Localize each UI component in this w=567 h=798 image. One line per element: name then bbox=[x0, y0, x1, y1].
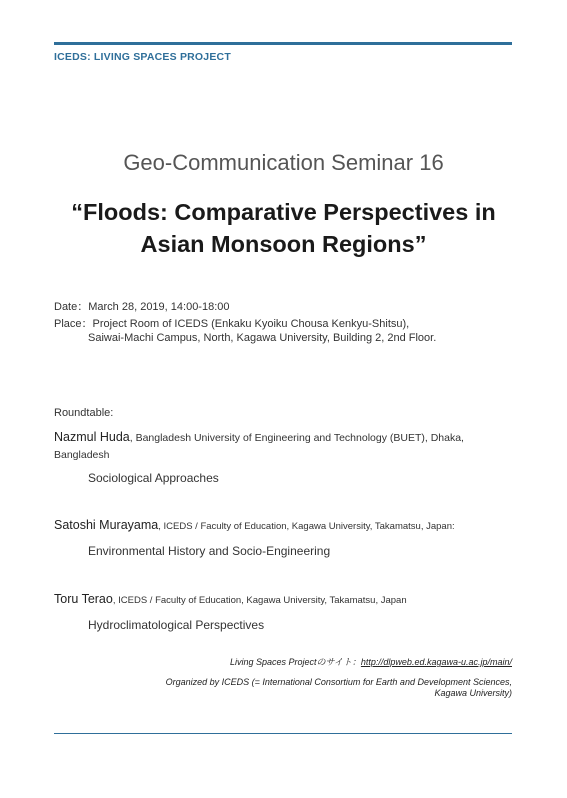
speaker-topic: Environmental History and Socio-Engineering bbox=[88, 544, 331, 558]
speaker-name: Toru Terao bbox=[54, 592, 113, 606]
seminar-title-line-2: Asian Monsoon Regions” bbox=[140, 231, 427, 257]
seminar-title bbox=[30, 196, 537, 260]
header-rule bbox=[54, 42, 512, 45]
event-place-continued: Saiwai-Machi Campus, North, Kagawa University, Building 2, 2nd Floor. bbox=[88, 332, 437, 344]
project-site-line bbox=[230, 655, 512, 668]
project-site-label: Living Spaces Projectのサイト： bbox=[229, 657, 361, 667]
speaker-entry bbox=[54, 429, 504, 464]
speaker-affiliation: , ICEDS / Faculty of Education, Kagawa University, Takamatsu, Japan: bbox=[158, 521, 455, 532]
roundtable-label: Roundtable: bbox=[54, 407, 114, 419]
organizer-note bbox=[92, 677, 512, 699]
event-place: Place：Project Room of ICEDS (Enkaku Kyoiku Chousa Kenkyu-Shitsu), bbox=[54, 318, 410, 330]
footer-rule bbox=[54, 733, 512, 734]
project-name: ICEDS: LIVING SPACES PROJECT bbox=[54, 51, 231, 63]
speaker-affiliation: , ICEDS / Faculty of Education, Kagawa University, Takamatsu, Japan bbox=[112, 595, 407, 606]
project-site-link[interactable]: http://dlpweb.ed.kagawa-u.ac.jp/main/ bbox=[360, 657, 512, 667]
seminar-series-title: Geo-Communication Seminar 16 bbox=[123, 150, 444, 175]
speaker-name: Nazmul Huda bbox=[54, 430, 130, 444]
speaker-topic: Hydroclimatological Perspectives bbox=[88, 618, 265, 632]
speaker-name: Satoshi Murayama bbox=[54, 518, 159, 532]
speaker-entry bbox=[54, 517, 504, 535]
organizer-line-2: Kagawa University) bbox=[434, 688, 512, 698]
seminar-title-line-1: “Floods: Comparative Perspectives in bbox=[71, 199, 496, 225]
speaker-entry bbox=[54, 591, 504, 609]
event-date: Date：March 28, 2019, 14:00-18:00 bbox=[54, 301, 230, 313]
speaker-topic: Sociological Approaches bbox=[88, 471, 219, 485]
organizer-line-1: Organized by ICEDS (= International Consortium for Earth and Development Sciences, bbox=[165, 677, 512, 687]
speaker-affiliation: , Bangladesh University of Engineering and Technology (BUET), Dhaka, Bangladesh bbox=[54, 432, 464, 461]
